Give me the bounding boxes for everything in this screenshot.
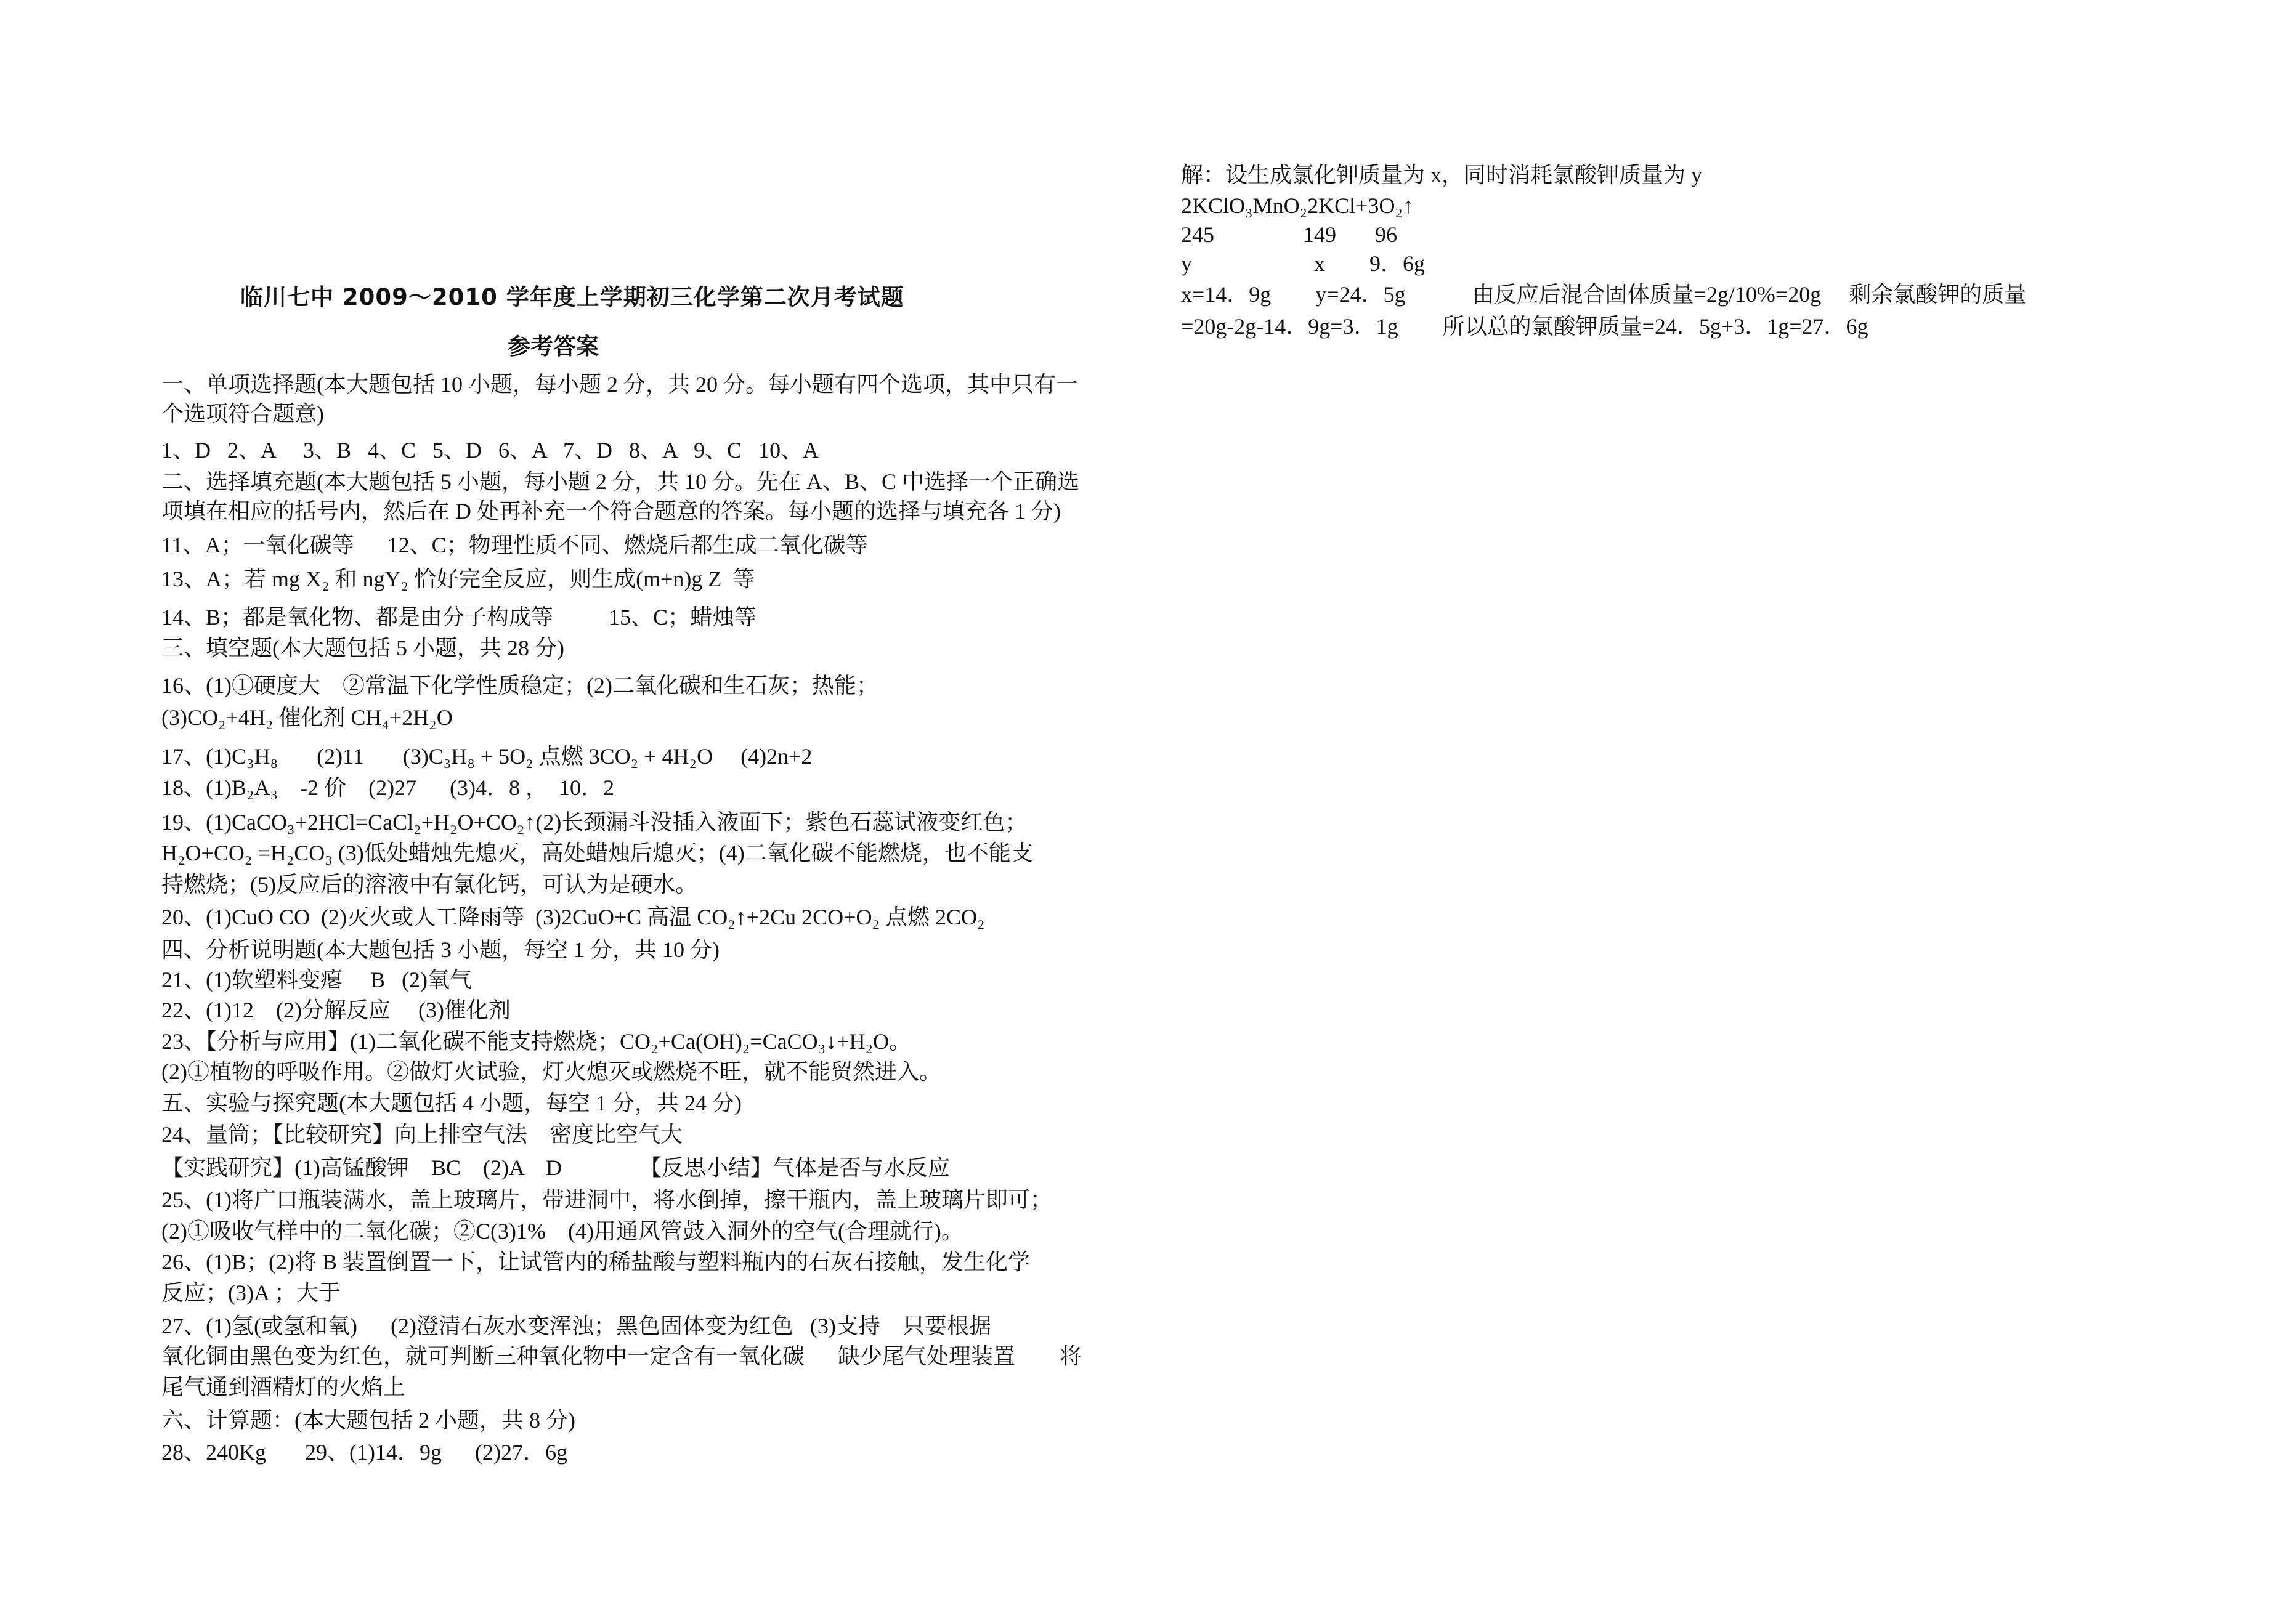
answer-line: (3)CO₂+4H₂ 催化剂 CH₄+2H₂O [161, 705, 453, 730]
answer-line: 氧化铜由黑色变为红色，就可判断三种氧化物中一定含有一氧化碳 缺少尾气处理装置 将 [161, 1344, 1082, 1368]
answer-line: 尾气通到酒精灯的火焰上 [161, 1375, 406, 1399]
answer-line: 持燃烧；(5)反应后的溶液中有氯化钙，可认为是硬水。 [161, 872, 697, 897]
answer-line: 三、填空题(本大题包括 5 小题，共 28 分) [161, 636, 564, 660]
answer-line: (2)①吸收气样中的二氧化碳；②C(3)1% (4)用通风管鼓入洞外的空气(合理就行)。 [161, 1219, 963, 1243]
answer-line: H₂O+CO₂ =H₂CO₃ (3)低处蜡烛先熄灭，高处蜡烛后熄灭；(4)二氧化碳不能燃烧，也不能支 [161, 841, 1033, 865]
answer-line: 四、分析说明题(本大题包括 3 小题，每空 1 分，共 10 分) [161, 937, 720, 962]
answer-line: =20g-2g-14．9g=3．1g 所以总的氯酸钾质量=24．5g+3．1g=27．6g [1181, 314, 1868, 339]
answer-line: 17、(1)C₃H₈ (2)11 (3)C₃H₈ + 5O₂ 点燃 3CO₂ + 4H₂O (4)2n+2 [161, 744, 813, 769]
answer-line: 19、(1)CaCO₃+2HCl=CaCl₂+H₂O+CO₂↑(2)长颈漏斗没插入液面下；紫色石蕊试液变红色； [161, 810, 1028, 835]
page-subtitle: 参考答案 [508, 333, 599, 360]
page-title: 临川七中 2009～2010 学年度上学期初三化学第二次月考试题 [240, 284, 904, 310]
answer-line: 六、计算题：(本大题包括 2 小题，共 8 分) [161, 1408, 575, 1433]
answer-line: 一、单项选择题(本大题包括 10 小题，每小题 2 分，共 20 分。每小题有四个选项，其中只有一 [161, 372, 1078, 397]
answer-line: 23、【分析与应用】(1)二氧化碳不能支持燃烧；CO₂+Ca(OH)₂=CaCO₃↓+H₂O。 [161, 1029, 912, 1054]
answer-line: 13、A；若 mg X₂ 和 ngY₂ 恰好完全反应，则生成(m+n)g Z 等 [161, 567, 755, 591]
answer-line: (2)①植物的呼吸作用。②做灯火试验，灯火熄灭或燃烧不旺，就不能贸然进入。 [161, 1059, 941, 1084]
answer-line: 28、240Kg 29、(1)14．9g (2)27．6g [161, 1440, 567, 1465]
answer-line: x=14．9g y=24．5g 由反应后混合固体质量=2g/10%=20g 剩余氯酸钾的质量 [1181, 282, 2027, 307]
answer-line: 26、(1)B；(2)将 B 装置倒置一下，让试管内的稀盐酸与塑料瓶内的石灰石接触，发生化学 [161, 1250, 1030, 1274]
answer-line: 14、B；都是氧化物、都是由分子构成等 15、C；蜡烛等 [161, 605, 757, 629]
answer-line: 五、实验与探究题(本大题包括 4 小题，每空 1 分，共 24 分) [161, 1091, 742, 1115]
answer-line: 个选项符合题意) [161, 402, 324, 426]
answer-line: 24、量筒；【比较研究】向上排空气法 密度比空气大 [161, 1122, 683, 1147]
answer-line: 20、(1)CuO CO (2)灭火或人工降雨等 (3)2CuO+C 高温 CO₂↑+2Cu 2CO+O₂ 点燃 2CO₂ [161, 905, 985, 929]
answer-line: 16、(1)①硬度大 ②常温下化学性质稳定；(2)二氧化碳和生石灰；热能； [161, 673, 878, 698]
answer-line: 二、选择填充题(本大题包括 5 小题，每小题 2 分，共 10 分。先在 A、B、C 中选择一个正确选 [161, 469, 1080, 494]
answer-line: 2KClO₃MnO₂2KCl+3O₂↑ [1181, 193, 1414, 218]
answer-line: 27、(1)氢(或氢和氧) (2)澄清石灰水变浑浊；黑色固体变为红色 (3)支持 只要根据 [161, 1314, 991, 1338]
answer-line: 11、A；一氧化碳等 12、C；物理性质不同、燃烧后都生成二氧化碳等 [161, 533, 868, 557]
answer-line: y x 9．6g [1181, 251, 1425, 276]
answer-line: 22、(1)12 (2)分解反应 (3)催化剂 [161, 998, 511, 1022]
answer-line: 245 149 96 [1181, 222, 1397, 247]
answer-line: 反应；(3)A ；大于 [161, 1280, 341, 1305]
answer-line: 25、(1)将广口瓶装满水，盖上玻璃片，带进洞中，将水倒掉，擦干瓶内，盖上玻璃片即可； [161, 1187, 1052, 1212]
answer-line: 【实践研究】(1)高锰酸钾 BC (2)A D 【反思小结】气体是否与水反应 [161, 1155, 950, 1180]
answer-line: 1、D 2、A 3、B 4、C 5、D 6、A 7、D 8、A 9、C 10、A [161, 438, 819, 463]
answer-line: 21、(1)软塑料变瘪 B (2)氧气 [161, 968, 472, 992]
answer-line: 18、(1)B₂A₃ -2 价 (2)27 (3)4．8 ， 10．2 [161, 775, 615, 800]
answer-line: 项填在相应的括号内，然后在 D 处再补充一个符合题意的答案。每小题的选择与填充各 1 分) [161, 499, 1061, 523]
answer-line: 解：设生成氯化钾质量为 x，同时消耗氯酸钾质量为 y [1181, 163, 1703, 187]
